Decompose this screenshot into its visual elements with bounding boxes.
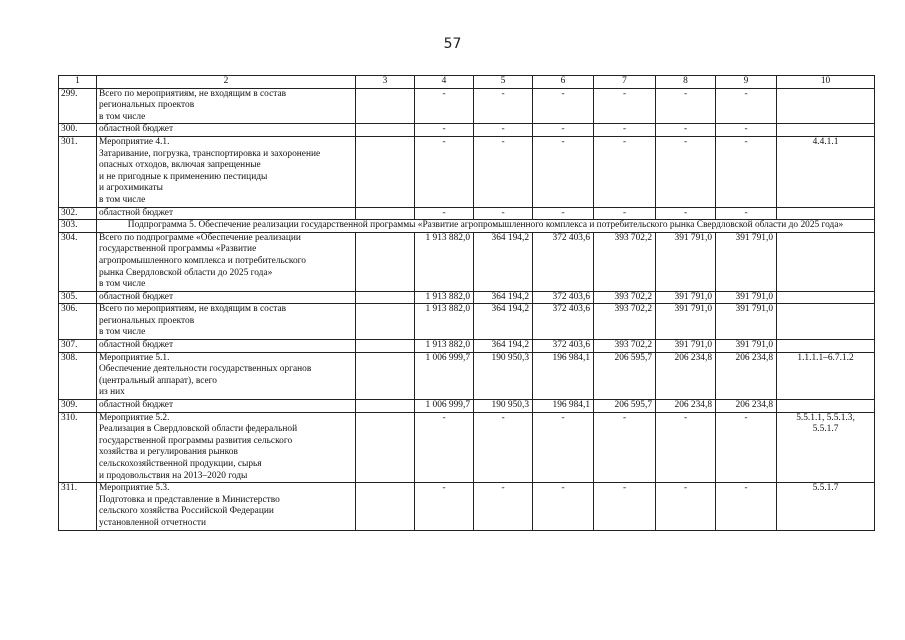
value-cell: - <box>474 207 533 220</box>
column-header: 7 <box>594 76 656 89</box>
value-cell: 206 234,8 <box>656 400 716 413</box>
row-number: 310. <box>59 412 97 483</box>
value-cell: - <box>415 483 474 530</box>
col3-cell <box>356 291 415 304</box>
row-number: 301. <box>59 136 97 207</box>
table-row <box>59 232 875 291</box>
row-name: Мероприятие 5.1. Обеспечение деятельности государственных органов (центральный аппарат), всего из них <box>97 352 356 399</box>
subprogram-title: Подпрограмма 5. Обеспечение реализации государственной программы «Развитие агропромышленного комплекса и потребительского рынка Свердловской области до 2025 года» <box>97 220 875 233</box>
value-cell: - <box>415 124 474 137</box>
row-name: областной бюджет <box>97 400 356 413</box>
col3-cell <box>356 340 415 353</box>
value-cell: - <box>656 483 716 530</box>
value-cell: 372 403,6 <box>533 304 594 340</box>
value-cell: - <box>533 124 594 137</box>
row-name: Всего по мероприятиям, не входящим в состав региональных проектов в том числе <box>97 304 356 340</box>
table-row <box>59 220 875 233</box>
value-cell: 206 595,7 <box>594 352 656 399</box>
target-ref <box>777 207 875 220</box>
row-number: 300. <box>59 124 97 137</box>
value-cell: 196 984,1 <box>533 352 594 399</box>
target-ref: 5.5.1.1, 5.5.1.3, 5.5.1.7 <box>777 412 875 483</box>
row-number: 305. <box>59 291 97 304</box>
col3-cell <box>356 483 415 530</box>
value-cell: 393 702,2 <box>594 291 656 304</box>
value-cell: 364 194,2 <box>474 291 533 304</box>
value-cell: 391 791,0 <box>656 340 716 353</box>
value-cell: - <box>474 88 533 124</box>
column-header: 2 <box>97 76 356 89</box>
value-cell: - <box>716 124 777 137</box>
row-number: 299. <box>59 88 97 124</box>
table-row <box>59 412 875 483</box>
target-ref <box>777 340 875 353</box>
target-ref <box>777 291 875 304</box>
value-cell: 391 791,0 <box>656 304 716 340</box>
value-cell: 1 913 882,0 <box>415 340 474 353</box>
target-ref <box>777 232 875 291</box>
column-header: 10 <box>777 76 875 89</box>
value-cell: - <box>656 124 716 137</box>
row-number: 308. <box>59 352 97 399</box>
value-cell: - <box>656 207 716 220</box>
value-cell: - <box>594 412 656 483</box>
value-cell: - <box>594 483 656 530</box>
target-ref <box>777 124 875 137</box>
value-cell: - <box>594 207 656 220</box>
value-cell: 391 791,0 <box>716 291 777 304</box>
col3-cell <box>356 88 415 124</box>
col3-cell <box>356 124 415 137</box>
col3-cell <box>356 207 415 220</box>
value-cell: - <box>533 88 594 124</box>
row-number: 309. <box>59 400 97 413</box>
col3-cell <box>356 412 415 483</box>
table-row <box>59 124 875 137</box>
value-cell: - <box>716 412 777 483</box>
value-cell: 391 791,0 <box>716 232 777 291</box>
target-ref <box>777 88 875 124</box>
value-cell: - <box>656 88 716 124</box>
value-cell: - <box>594 88 656 124</box>
table-row <box>59 304 875 340</box>
value-cell: - <box>594 124 656 137</box>
row-number: 302. <box>59 207 97 220</box>
value-cell: 364 194,2 <box>474 232 533 291</box>
column-header: 4 <box>415 76 474 89</box>
budget-table <box>58 75 875 531</box>
row-name: областной бюджет <box>97 291 356 304</box>
col3-cell <box>356 232 415 291</box>
row-name: Всего по подпрограмме «Обеспечение реализации государственной программы «Развитие агропромышленного комплекса и потребительского рынка Свердловской области до 2025 года» в том числе <box>97 232 356 291</box>
table-row <box>59 483 875 530</box>
target-ref <box>777 400 875 413</box>
row-number: 307. <box>59 340 97 353</box>
column-header: 9 <box>716 76 777 89</box>
value-cell: - <box>716 136 777 207</box>
value-cell: 206 595,7 <box>594 400 656 413</box>
value-cell: - <box>533 483 594 530</box>
col3-cell <box>356 136 415 207</box>
value-cell: 364 194,2 <box>474 304 533 340</box>
value-cell: - <box>415 88 474 124</box>
row-number: 311. <box>59 483 97 530</box>
value-cell: 206 234,8 <box>656 352 716 399</box>
value-cell: 391 791,0 <box>656 291 716 304</box>
table-row <box>59 340 875 353</box>
row-name: областной бюджет <box>97 340 356 353</box>
value-cell: 1 006 999,7 <box>415 352 474 399</box>
value-cell: - <box>656 412 716 483</box>
row-name: областной бюджет <box>97 124 356 137</box>
table-row <box>59 352 875 399</box>
value-cell: 1 006 999,7 <box>415 400 474 413</box>
value-cell: 391 791,0 <box>656 232 716 291</box>
column-header: 3 <box>356 76 415 89</box>
row-name: Мероприятие 5.3. Подготовка и представление в Министерство сельского хозяйства Российской Федерации установленной отчетности <box>97 483 356 530</box>
row-number: 306. <box>59 304 97 340</box>
target-ref: 4.4.1.1 <box>777 136 875 207</box>
value-cell: - <box>474 124 533 137</box>
value-cell: 391 791,0 <box>716 304 777 340</box>
value-cell: - <box>594 136 656 207</box>
table-row <box>59 136 875 207</box>
col3-cell <box>356 400 415 413</box>
value-cell: 372 403,6 <box>533 291 594 304</box>
row-name: Мероприятие 5.2. Реализация в Свердловской области федеральной государственной программы развития сельского хозяйства и регулирования рынков сельскохозяйственной продукции, сырья и продовольствия на 2013–2020 годы <box>97 412 356 483</box>
target-ref: 1.1.1.1–6.7.1.2 <box>777 352 875 399</box>
col3-cell <box>356 304 415 340</box>
page-number: 57 <box>443 36 462 52</box>
value-cell: 206 234,8 <box>716 352 777 399</box>
row-number: 304. <box>59 232 97 291</box>
value-cell: - <box>533 136 594 207</box>
value-cell: 393 702,2 <box>594 304 656 340</box>
value-cell: - <box>415 412 474 483</box>
value-cell: - <box>656 136 716 207</box>
value-cell: - <box>533 207 594 220</box>
row-name: областной бюджет <box>97 207 356 220</box>
value-cell: 1 913 882,0 <box>415 291 474 304</box>
value-cell: 391 791,0 <box>716 340 777 353</box>
value-cell: - <box>716 88 777 124</box>
col3-cell <box>356 352 415 399</box>
value-cell: - <box>415 207 474 220</box>
header-row <box>59 76 875 89</box>
value-cell: 196 984,1 <box>533 400 594 413</box>
table-row <box>59 400 875 413</box>
table-row <box>59 88 875 124</box>
value-cell: 372 403,6 <box>533 340 594 353</box>
value-cell: - <box>474 483 533 530</box>
value-cell: 393 702,2 <box>594 340 656 353</box>
value-cell: - <box>474 136 533 207</box>
column-header: 6 <box>533 76 594 89</box>
value-cell: 190 950,3 <box>474 352 533 399</box>
row-number: 303. <box>59 220 97 233</box>
target-ref: 5.5.1.7 <box>777 483 875 530</box>
value-cell: 1 913 882,0 <box>415 232 474 291</box>
value-cell: 206 234,8 <box>716 400 777 413</box>
value-cell: 1 913 882,0 <box>415 304 474 340</box>
column-header: 5 <box>474 76 533 89</box>
value-cell: - <box>716 483 777 530</box>
row-name: Мероприятие 4.1. Затаривание, погрузка, транспортировка и захоронение опасных отходов, включая запрещенные и не пригодные к применению пестициды и агрохимикаты в том числе <box>97 136 356 207</box>
table-row <box>59 207 875 220</box>
column-header: 1 <box>59 76 97 89</box>
value-cell: - <box>533 412 594 483</box>
value-cell: - <box>716 207 777 220</box>
value-cell: - <box>474 412 533 483</box>
table-row <box>59 291 875 304</box>
target-ref <box>777 304 875 340</box>
value-cell: 190 950,3 <box>474 400 533 413</box>
value-cell: 372 403,6 <box>533 232 594 291</box>
value-cell: 393 702,2 <box>594 232 656 291</box>
row-name: Всего по мероприятиям, не входящим в состав региональных проектов в том числе <box>97 88 356 124</box>
value-cell: 364 194,2 <box>474 340 533 353</box>
column-header: 8 <box>656 76 716 89</box>
value-cell: - <box>415 136 474 207</box>
